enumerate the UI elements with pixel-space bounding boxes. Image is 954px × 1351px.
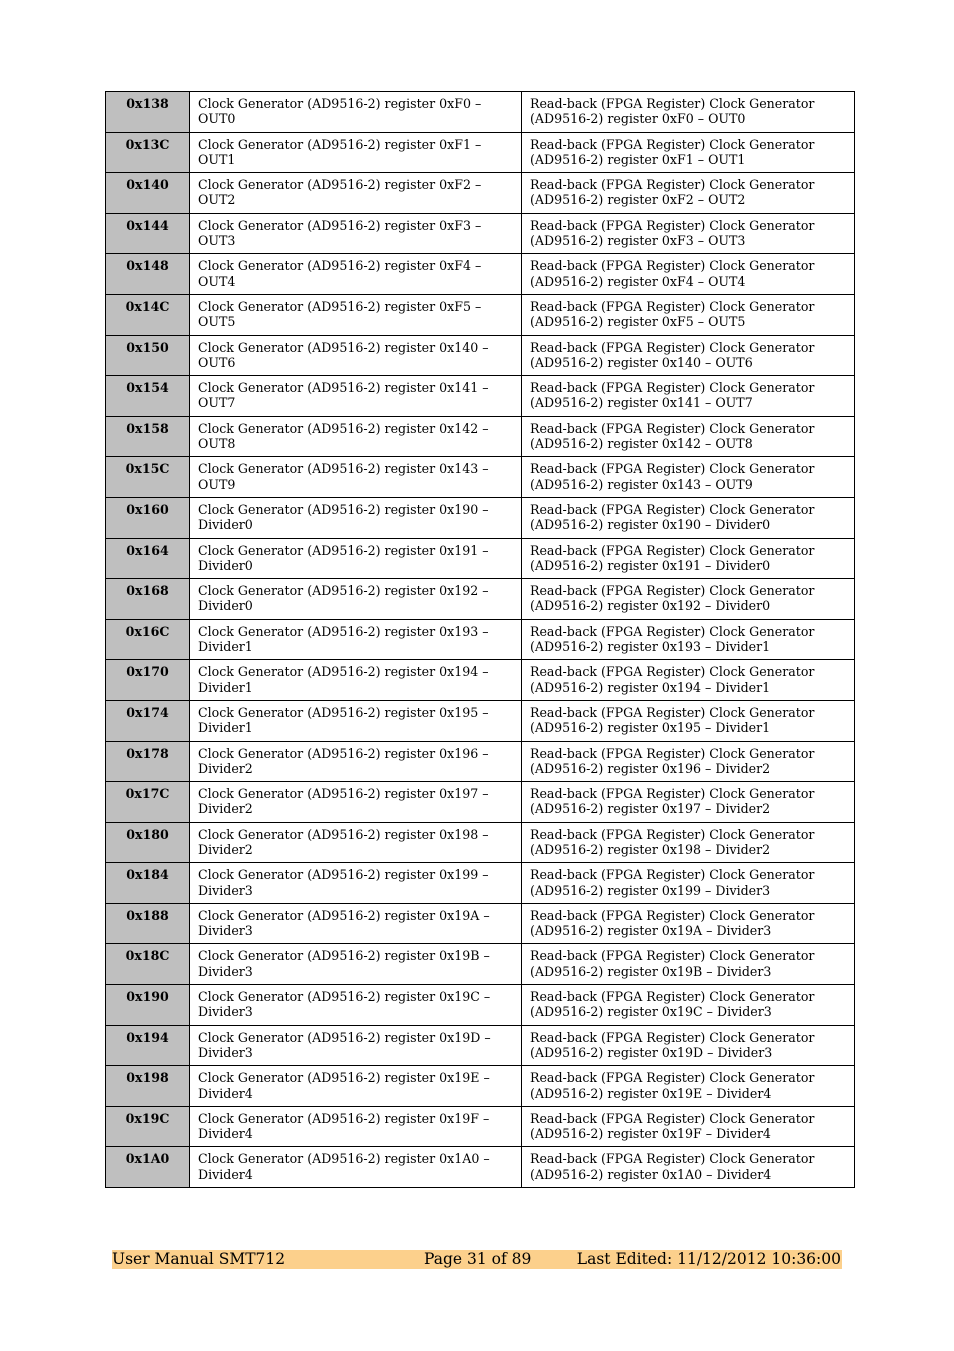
register-description-cell: Clock Generator (AD9516-2) register 0x19B – Divider3 bbox=[190, 944, 522, 985]
readback-description-cell: Read-back (FPGA Register) Clock Generator (AD9516-2) register 0x19B – Divider3 bbox=[522, 944, 855, 985]
readback-description-cell: Read-back (FPGA Register) Clock Generator (AD9516-2) register 0x194 – Divider1 bbox=[522, 660, 855, 701]
table-row bbox=[106, 457, 855, 498]
table-row bbox=[106, 1066, 855, 1107]
readback-description-cell: Read-back (FPGA Register) Clock Generator (AD9516-2) register 0x191 – Divider0 bbox=[522, 538, 855, 579]
table-row bbox=[106, 822, 855, 863]
register-address-cell: 0x160 bbox=[106, 497, 190, 538]
register-address-cell: 0x15C bbox=[106, 457, 190, 498]
register-description-cell: Clock Generator (AD9516-2) register 0x197 – Divider2 bbox=[190, 782, 522, 823]
register-description-cell: Clock Generator (AD9516-2) register 0x19E – Divider4 bbox=[190, 1066, 522, 1107]
register-description-cell: Clock Generator (AD9516-2) register 0x199 – Divider3 bbox=[190, 863, 522, 904]
register-address-cell: 0x174 bbox=[106, 700, 190, 741]
register-description-cell: Clock Generator (AD9516-2) register 0xF5 – OUT5 bbox=[190, 294, 522, 335]
register-description-cell: Clock Generator (AD9516-2) register 0x143 – OUT9 bbox=[190, 457, 522, 498]
register-address-cell: 0x138 bbox=[106, 92, 190, 133]
register-description-cell: Clock Generator (AD9516-2) register 0x192 – Divider0 bbox=[190, 579, 522, 620]
table-row bbox=[106, 1025, 855, 1066]
register-description-cell: Clock Generator (AD9516-2) register 0x19A – Divider3 bbox=[190, 903, 522, 944]
register-description-cell: Clock Generator (AD9516-2) register 0x19F – Divider4 bbox=[190, 1106, 522, 1147]
readback-description-cell: Read-back (FPGA Register) Clock Generator (AD9516-2) register 0xF3 – OUT3 bbox=[522, 213, 855, 254]
readback-description-cell: Read-back (FPGA Register) Clock Generator (AD9516-2) register 0x140 – OUT6 bbox=[522, 335, 855, 376]
footer-page-number: Page 31 of 89 bbox=[424, 1250, 532, 1268]
register-address-cell: 0x19C bbox=[106, 1106, 190, 1147]
readback-description-cell: Read-back (FPGA Register) Clock Generator (AD9516-2) register 0x195 – Divider1 bbox=[522, 700, 855, 741]
table-row bbox=[106, 538, 855, 579]
table-row bbox=[106, 132, 855, 173]
table-row bbox=[106, 985, 855, 1026]
readback-description-cell: Read-back (FPGA Register) Clock Generator (AD9516-2) register 0x196 – Divider2 bbox=[522, 741, 855, 782]
register-description-cell: Clock Generator (AD9516-2) register 0x19D – Divider3 bbox=[190, 1025, 522, 1066]
register-table-body bbox=[106, 92, 855, 1188]
register-description-cell: Clock Generator (AD9516-2) register 0x194 – Divider1 bbox=[190, 660, 522, 701]
table-row bbox=[106, 903, 855, 944]
page-footer bbox=[112, 1250, 842, 1269]
readback-description-cell: Read-back (FPGA Register) Clock Generator (AD9516-2) register 0xF4 – OUT4 bbox=[522, 254, 855, 295]
register-address-cell: 0x188 bbox=[106, 903, 190, 944]
readback-description-cell: Read-back (FPGA Register) Clock Generator (AD9516-2) register 0xF0 – OUT0 bbox=[522, 92, 855, 133]
table-row bbox=[106, 213, 855, 254]
table-row bbox=[106, 700, 855, 741]
table-row bbox=[106, 173, 855, 214]
table-row bbox=[106, 619, 855, 660]
register-description-cell: Clock Generator (AD9516-2) register 0x193 – Divider1 bbox=[190, 619, 522, 660]
register-address-cell: 0x154 bbox=[106, 376, 190, 417]
register-address-cell: 0x16C bbox=[106, 619, 190, 660]
table-row bbox=[106, 376, 855, 417]
table-row bbox=[106, 782, 855, 823]
table-row bbox=[106, 863, 855, 904]
register-description-cell: Clock Generator (AD9516-2) register 0x190 – Divider0 bbox=[190, 497, 522, 538]
register-address-cell: 0x144 bbox=[106, 213, 190, 254]
register-address-cell: 0x180 bbox=[106, 822, 190, 863]
table-row bbox=[106, 497, 855, 538]
register-description-cell: Clock Generator (AD9516-2) register 0x142 – OUT8 bbox=[190, 416, 522, 457]
register-address-cell: 0x148 bbox=[106, 254, 190, 295]
register-description-cell: Clock Generator (AD9516-2) register 0x140 – OUT6 bbox=[190, 335, 522, 376]
register-description-cell: Clock Generator (AD9516-2) register 0x1A0 – Divider4 bbox=[190, 1147, 522, 1188]
readback-description-cell: Read-back (FPGA Register) Clock Generator (AD9516-2) register 0x197 – Divider2 bbox=[522, 782, 855, 823]
register-description-cell: Clock Generator (AD9516-2) register 0xF0 – OUT0 bbox=[190, 92, 522, 133]
register-address-cell: 0x17C bbox=[106, 782, 190, 823]
register-address-cell: 0x170 bbox=[106, 660, 190, 701]
register-description-cell: Clock Generator (AD9516-2) register 0x19C – Divider3 bbox=[190, 985, 522, 1026]
register-description-cell: Clock Generator (AD9516-2) register 0x196 – Divider2 bbox=[190, 741, 522, 782]
readback-description-cell: Read-back (FPGA Register) Clock Generator (AD9516-2) register 0xF1 – OUT1 bbox=[522, 132, 855, 173]
readback-description-cell: Read-back (FPGA Register) Clock Generator (AD9516-2) register 0x199 – Divider3 bbox=[522, 863, 855, 904]
readback-description-cell: Read-back (FPGA Register) Clock Generator (AD9516-2) register 0x19F – Divider4 bbox=[522, 1106, 855, 1147]
footer-document-title: User Manual SMT712 bbox=[112, 1250, 286, 1268]
register-address-cell: 0x194 bbox=[106, 1025, 190, 1066]
register-address-cell: 0x150 bbox=[106, 335, 190, 376]
readback-description-cell: Read-back (FPGA Register) Clock Generator (AD9516-2) register 0x19E – Divider4 bbox=[522, 1066, 855, 1107]
readback-description-cell: Read-back (FPGA Register) Clock Generator (AD9516-2) register 0x193 – Divider1 bbox=[522, 619, 855, 660]
readback-description-cell: Read-back (FPGA Register) Clock Generator (AD9516-2) register 0x1A0 – Divider4 bbox=[522, 1147, 855, 1188]
readback-description-cell: Read-back (FPGA Register) Clock Generator (AD9516-2) register 0x190 – Divider0 bbox=[522, 497, 855, 538]
table-row bbox=[106, 741, 855, 782]
table-row bbox=[106, 1147, 855, 1188]
table-row bbox=[106, 660, 855, 701]
readback-description-cell: Read-back (FPGA Register) Clock Generator (AD9516-2) register 0xF2 – OUT2 bbox=[522, 173, 855, 214]
readback-description-cell: Read-back (FPGA Register) Clock Generator (AD9516-2) register 0x19A – Divider3 bbox=[522, 903, 855, 944]
register-table bbox=[105, 91, 855, 1188]
register-address-cell: 0x14C bbox=[106, 294, 190, 335]
readback-description-cell: Read-back (FPGA Register) Clock Generator (AD9516-2) register 0x142 – OUT8 bbox=[522, 416, 855, 457]
readback-description-cell: Read-back (FPGA Register) Clock Generator (AD9516-2) register 0xF5 – OUT5 bbox=[522, 294, 855, 335]
register-address-cell: 0x140 bbox=[106, 173, 190, 214]
register-description-cell: Clock Generator (AD9516-2) register 0xF3 – OUT3 bbox=[190, 213, 522, 254]
register-description-cell: Clock Generator (AD9516-2) register 0x195 – Divider1 bbox=[190, 700, 522, 741]
readback-description-cell: Read-back (FPGA Register) Clock Generator (AD9516-2) register 0x19D – Divider3 bbox=[522, 1025, 855, 1066]
footer-last-edited: Last Edited: 11/12/2012 10:36:00 bbox=[576, 1250, 841, 1268]
register-address-cell: 0x198 bbox=[106, 1066, 190, 1107]
register-address-cell: 0x18C bbox=[106, 944, 190, 985]
register-description-cell: Clock Generator (AD9516-2) register 0x141 – OUT7 bbox=[190, 376, 522, 417]
register-description-cell: Clock Generator (AD9516-2) register 0xF2 – OUT2 bbox=[190, 173, 522, 214]
readback-description-cell: Read-back (FPGA Register) Clock Generator (AD9516-2) register 0x19C – Divider3 bbox=[522, 985, 855, 1026]
table-row bbox=[106, 254, 855, 295]
table-row bbox=[106, 579, 855, 620]
register-address-cell: 0x168 bbox=[106, 579, 190, 620]
register-address-cell: 0x158 bbox=[106, 416, 190, 457]
register-address-cell: 0x190 bbox=[106, 985, 190, 1026]
readback-description-cell: Read-back (FPGA Register) Clock Generator (AD9516-2) register 0x143 – OUT9 bbox=[522, 457, 855, 498]
table-row bbox=[106, 1106, 855, 1147]
register-address-cell: 0x184 bbox=[106, 863, 190, 904]
readback-description-cell: Read-back (FPGA Register) Clock Generator (AD9516-2) register 0x141 – OUT7 bbox=[522, 376, 855, 417]
table-row bbox=[106, 294, 855, 335]
table-row bbox=[106, 944, 855, 985]
table-row bbox=[106, 416, 855, 457]
table-row bbox=[106, 335, 855, 376]
readback-description-cell: Read-back (FPGA Register) Clock Generator (AD9516-2) register 0x192 – Divider0 bbox=[522, 579, 855, 620]
register-address-cell: 0x178 bbox=[106, 741, 190, 782]
readback-description-cell: Read-back (FPGA Register) Clock Generator (AD9516-2) register 0x198 – Divider2 bbox=[522, 822, 855, 863]
register-description-cell: Clock Generator (AD9516-2) register 0xF1 – OUT1 bbox=[190, 132, 522, 173]
register-description-cell: Clock Generator (AD9516-2) register 0xF4 – OUT4 bbox=[190, 254, 522, 295]
register-description-cell: Clock Generator (AD9516-2) register 0x198 – Divider2 bbox=[190, 822, 522, 863]
register-description-cell: Clock Generator (AD9516-2) register 0x191 – Divider0 bbox=[190, 538, 522, 579]
register-address-cell: 0x164 bbox=[106, 538, 190, 579]
register-address-cell: 0x1A0 bbox=[106, 1147, 190, 1188]
table-row bbox=[106, 92, 855, 133]
register-address-cell: 0x13C bbox=[106, 132, 190, 173]
